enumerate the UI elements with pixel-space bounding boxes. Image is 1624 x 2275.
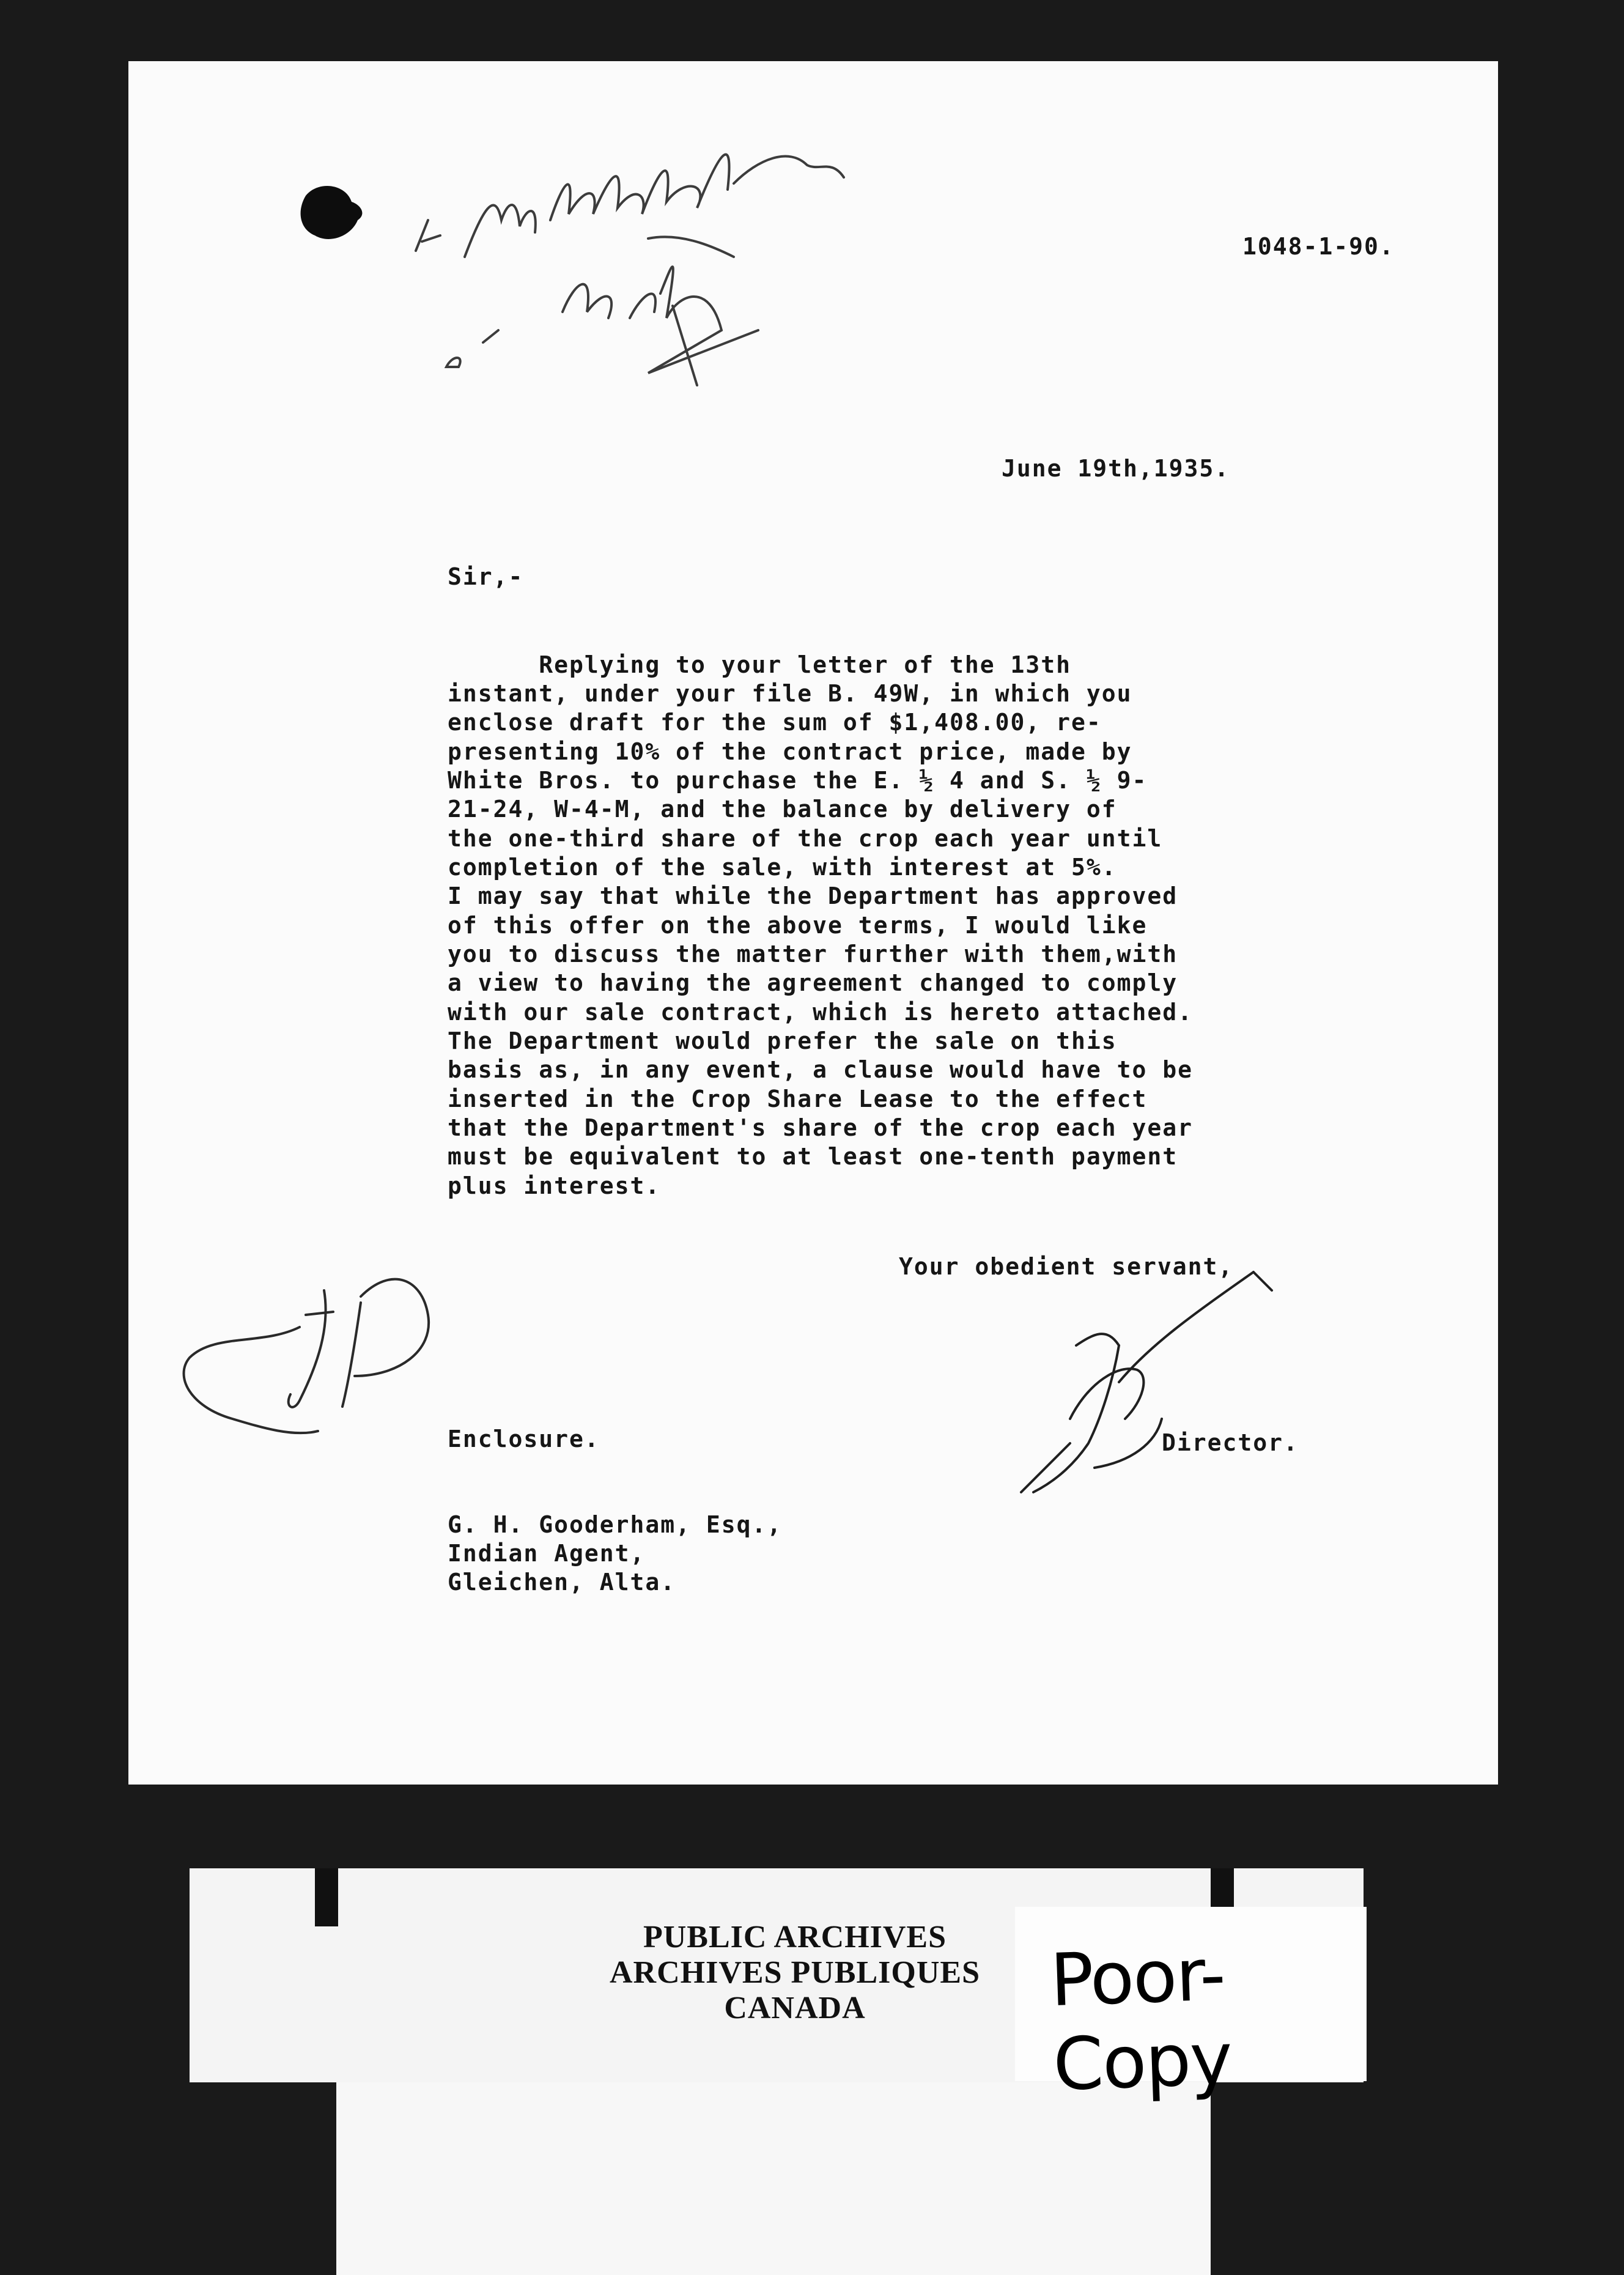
- recipient-line: Indian Agent,: [448, 1540, 646, 1567]
- letter-date: June 19th,1935.: [1002, 455, 1230, 482]
- archive-label-lower: [336, 2082, 1211, 2275]
- body-line: of this offer on the above terms, I would like: [448, 912, 1148, 939]
- body-line: completion of the sale, with interest at 5%.: [448, 854, 1117, 881]
- body-line: with our sale contract, which is hereto attached.: [448, 999, 1194, 1026]
- body-line: enclose draft for the sum of $1,408.00, re-: [448, 709, 1102, 736]
- closing: Your obedient servant,: [899, 1253, 1234, 1280]
- body-line: instant, under your file B. 49W, in which you: [448, 680, 1132, 707]
- recipient-line: Gleichen, Alta.: [448, 1569, 676, 1596]
- archive-line: CANADA: [724, 1991, 866, 2025]
- body-line: White Bros. to purchase the E. ½ 4 and S. ½ 9-: [448, 767, 1148, 794]
- enclosure-label: Enclosure.: [448, 1426, 600, 1452]
- salutation: Sir,-: [448, 563, 524, 590]
- archive-line: ARCHIVES PUBLIQUES: [609, 1955, 981, 1990]
- body-line: you to discuss the matter further with them,with: [448, 941, 1178, 967]
- body-line: that the Department's share of the crop each year: [448, 1114, 1194, 1141]
- body-line: Replying to your letter of the 13th: [448, 651, 1071, 678]
- body-line: must be equivalent to at least one-tenth payment: [448, 1143, 1178, 1170]
- signature-title: Director.: [1162, 1429, 1299, 1456]
- body-line: presenting 10% of the contract price, made by: [448, 738, 1132, 765]
- body-line: the one-third share of the crop each year until: [448, 825, 1163, 852]
- body-line: basis as, in any event, a clause would have to be: [448, 1056, 1194, 1083]
- recipient-line: G. H. Gooderham, Esq.,: [448, 1511, 783, 1538]
- body-line: plus interest.: [448, 1172, 661, 1199]
- body-line: 21-24, W-4-M, and the balance by delivery of: [448, 796, 1117, 823]
- archive-line: PUBLIC ARCHIVES: [643, 1920, 947, 1955]
- body-line: a view to having the agreement changed to comply: [448, 969, 1178, 996]
- file-number: 1048-1-90.: [1242, 233, 1395, 260]
- poor-copy-note: Poor-Copy: [1049, 1932, 1233, 2107]
- body-line: inserted in the Crop Share Lease to the effect: [448, 1086, 1148, 1112]
- card-tab: [315, 1868, 338, 1926]
- body-line: The Department would prefer the sale on this: [448, 1027, 1117, 1054]
- body-line: I may say that while the Department has approved: [448, 882, 1178, 909]
